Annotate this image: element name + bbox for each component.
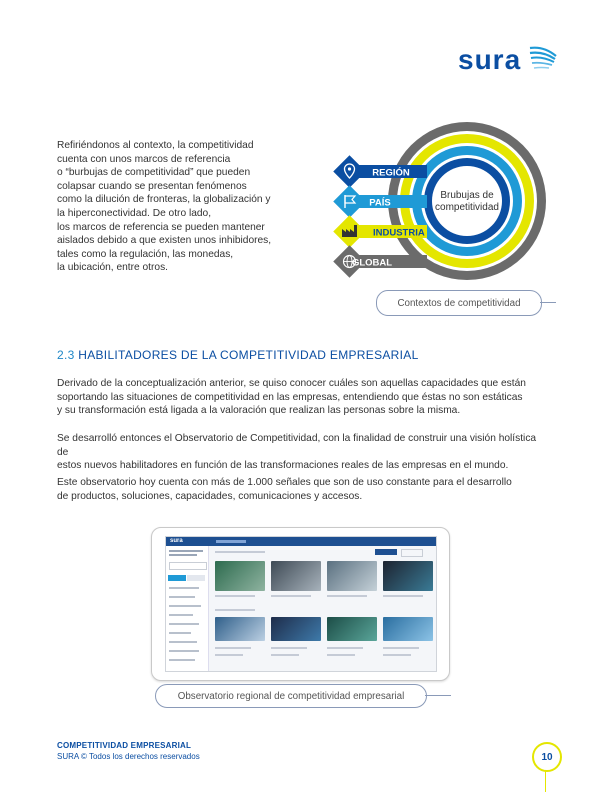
paragraph-line: Este observatorio hoy cuenta con más de 1.000 señales que son de uso constante para el desarrollo xyxy=(57,477,512,488)
intro-line: aislados debido a que existen unos inhibidores, xyxy=(57,235,272,247)
section-number: 2.3 xyxy=(57,348,75,362)
band-label-industria: INDUSTRIA xyxy=(373,227,425,239)
paragraph-1 xyxy=(57,377,547,418)
intro-line: los marcos de referencia se pueden mantener xyxy=(57,221,265,233)
intro-line: colapsar cuando se presentan fenómenos xyxy=(57,180,247,192)
intro-line: la hiperconectividad. De otro lado, xyxy=(57,207,212,219)
region-diamond xyxy=(333,155,366,188)
screenshot-topbar xyxy=(166,537,436,546)
caption-rule xyxy=(540,302,556,303)
paragraph-line: Se desarrolló entonces el Observatorio de Competitividad, con la finalidad de construir una visión holística de xyxy=(57,433,537,458)
band-label-pais: PAÍS xyxy=(369,197,391,209)
intro-line: cuenta con unos marcos de referencia xyxy=(57,153,231,165)
competitiveness-bubbles-diagram xyxy=(300,113,565,288)
intro-line: como la dilución de fronteras, la globalización y xyxy=(57,194,271,206)
section-heading xyxy=(57,348,419,362)
observatory-screenshot xyxy=(165,536,437,672)
diagram-caption xyxy=(376,290,542,316)
diagram-caption-text: Contextos de competitividad xyxy=(397,297,521,309)
paragraph-line: y su transformación está ligada a la valoración que realizan las personas sobre la misma. xyxy=(57,405,461,417)
observatory-screenshot-frame xyxy=(151,527,450,681)
paragraph-3 xyxy=(57,476,547,503)
footer-title: COMPETITIVIDAD EMPRESARIAL xyxy=(57,741,192,750)
sura-logo xyxy=(458,42,558,78)
page-number-rule xyxy=(545,770,546,792)
screenshot-caption xyxy=(155,684,427,708)
screenshot-sidebar xyxy=(166,546,209,671)
band-label-global: GLOBAL xyxy=(351,257,393,269)
intro-line: la ubicación, entre otros. xyxy=(57,262,168,274)
footer-copyright: SURA © Todos los derechos reservados xyxy=(57,752,200,761)
band-label-region: REGIÓN xyxy=(372,167,410,179)
paragraph-line: estos nuevos habilitadores en función de las transformaciones reales de las empresas en el mundo. xyxy=(57,460,509,472)
paragraph-2 xyxy=(57,432,547,473)
intro-paragraph xyxy=(57,139,277,275)
logo-text: sura xyxy=(458,44,522,75)
page-number-text: 10 xyxy=(541,751,553,763)
intro-line: Refiriéndonos al contexto, la competitividad xyxy=(57,140,254,151)
section-title: HABILITADORES DE LA COMPETITIVIDAD EMPRESARIAL xyxy=(78,348,419,362)
page-number xyxy=(532,742,562,772)
center-label-2: competitividad xyxy=(435,202,499,213)
pais-diamond xyxy=(333,185,366,218)
screenshot-caption-text: Observatorio regional de competitividad empresarial xyxy=(177,690,405,702)
industria-diamond xyxy=(333,215,366,248)
wing-icon xyxy=(528,42,558,76)
screenshot-content xyxy=(211,551,433,669)
bubble-center xyxy=(432,166,502,236)
paragraph-line: de productos, soluciones, capacidades, comunicaciones y accesos. xyxy=(57,490,363,502)
intro-line: o “burbujas de competitividad” que pueden xyxy=(57,167,251,179)
intro-line: tales como la regulación, las monedas, xyxy=(57,248,234,260)
screenshot-caption-rule xyxy=(425,695,451,696)
screenshot-logo: sura xyxy=(170,538,183,544)
paragraph-line: Derivado de la conceptualización anterior, se quiso conocer cuáles son aquellas capacidades que están xyxy=(57,378,526,389)
center-label-1: Brubujas de xyxy=(440,190,494,201)
paragraph-line: soportando las situaciones de competitividad en las empresas, entendiendo que éstas no son estáticas xyxy=(57,391,523,403)
footer xyxy=(57,740,200,762)
